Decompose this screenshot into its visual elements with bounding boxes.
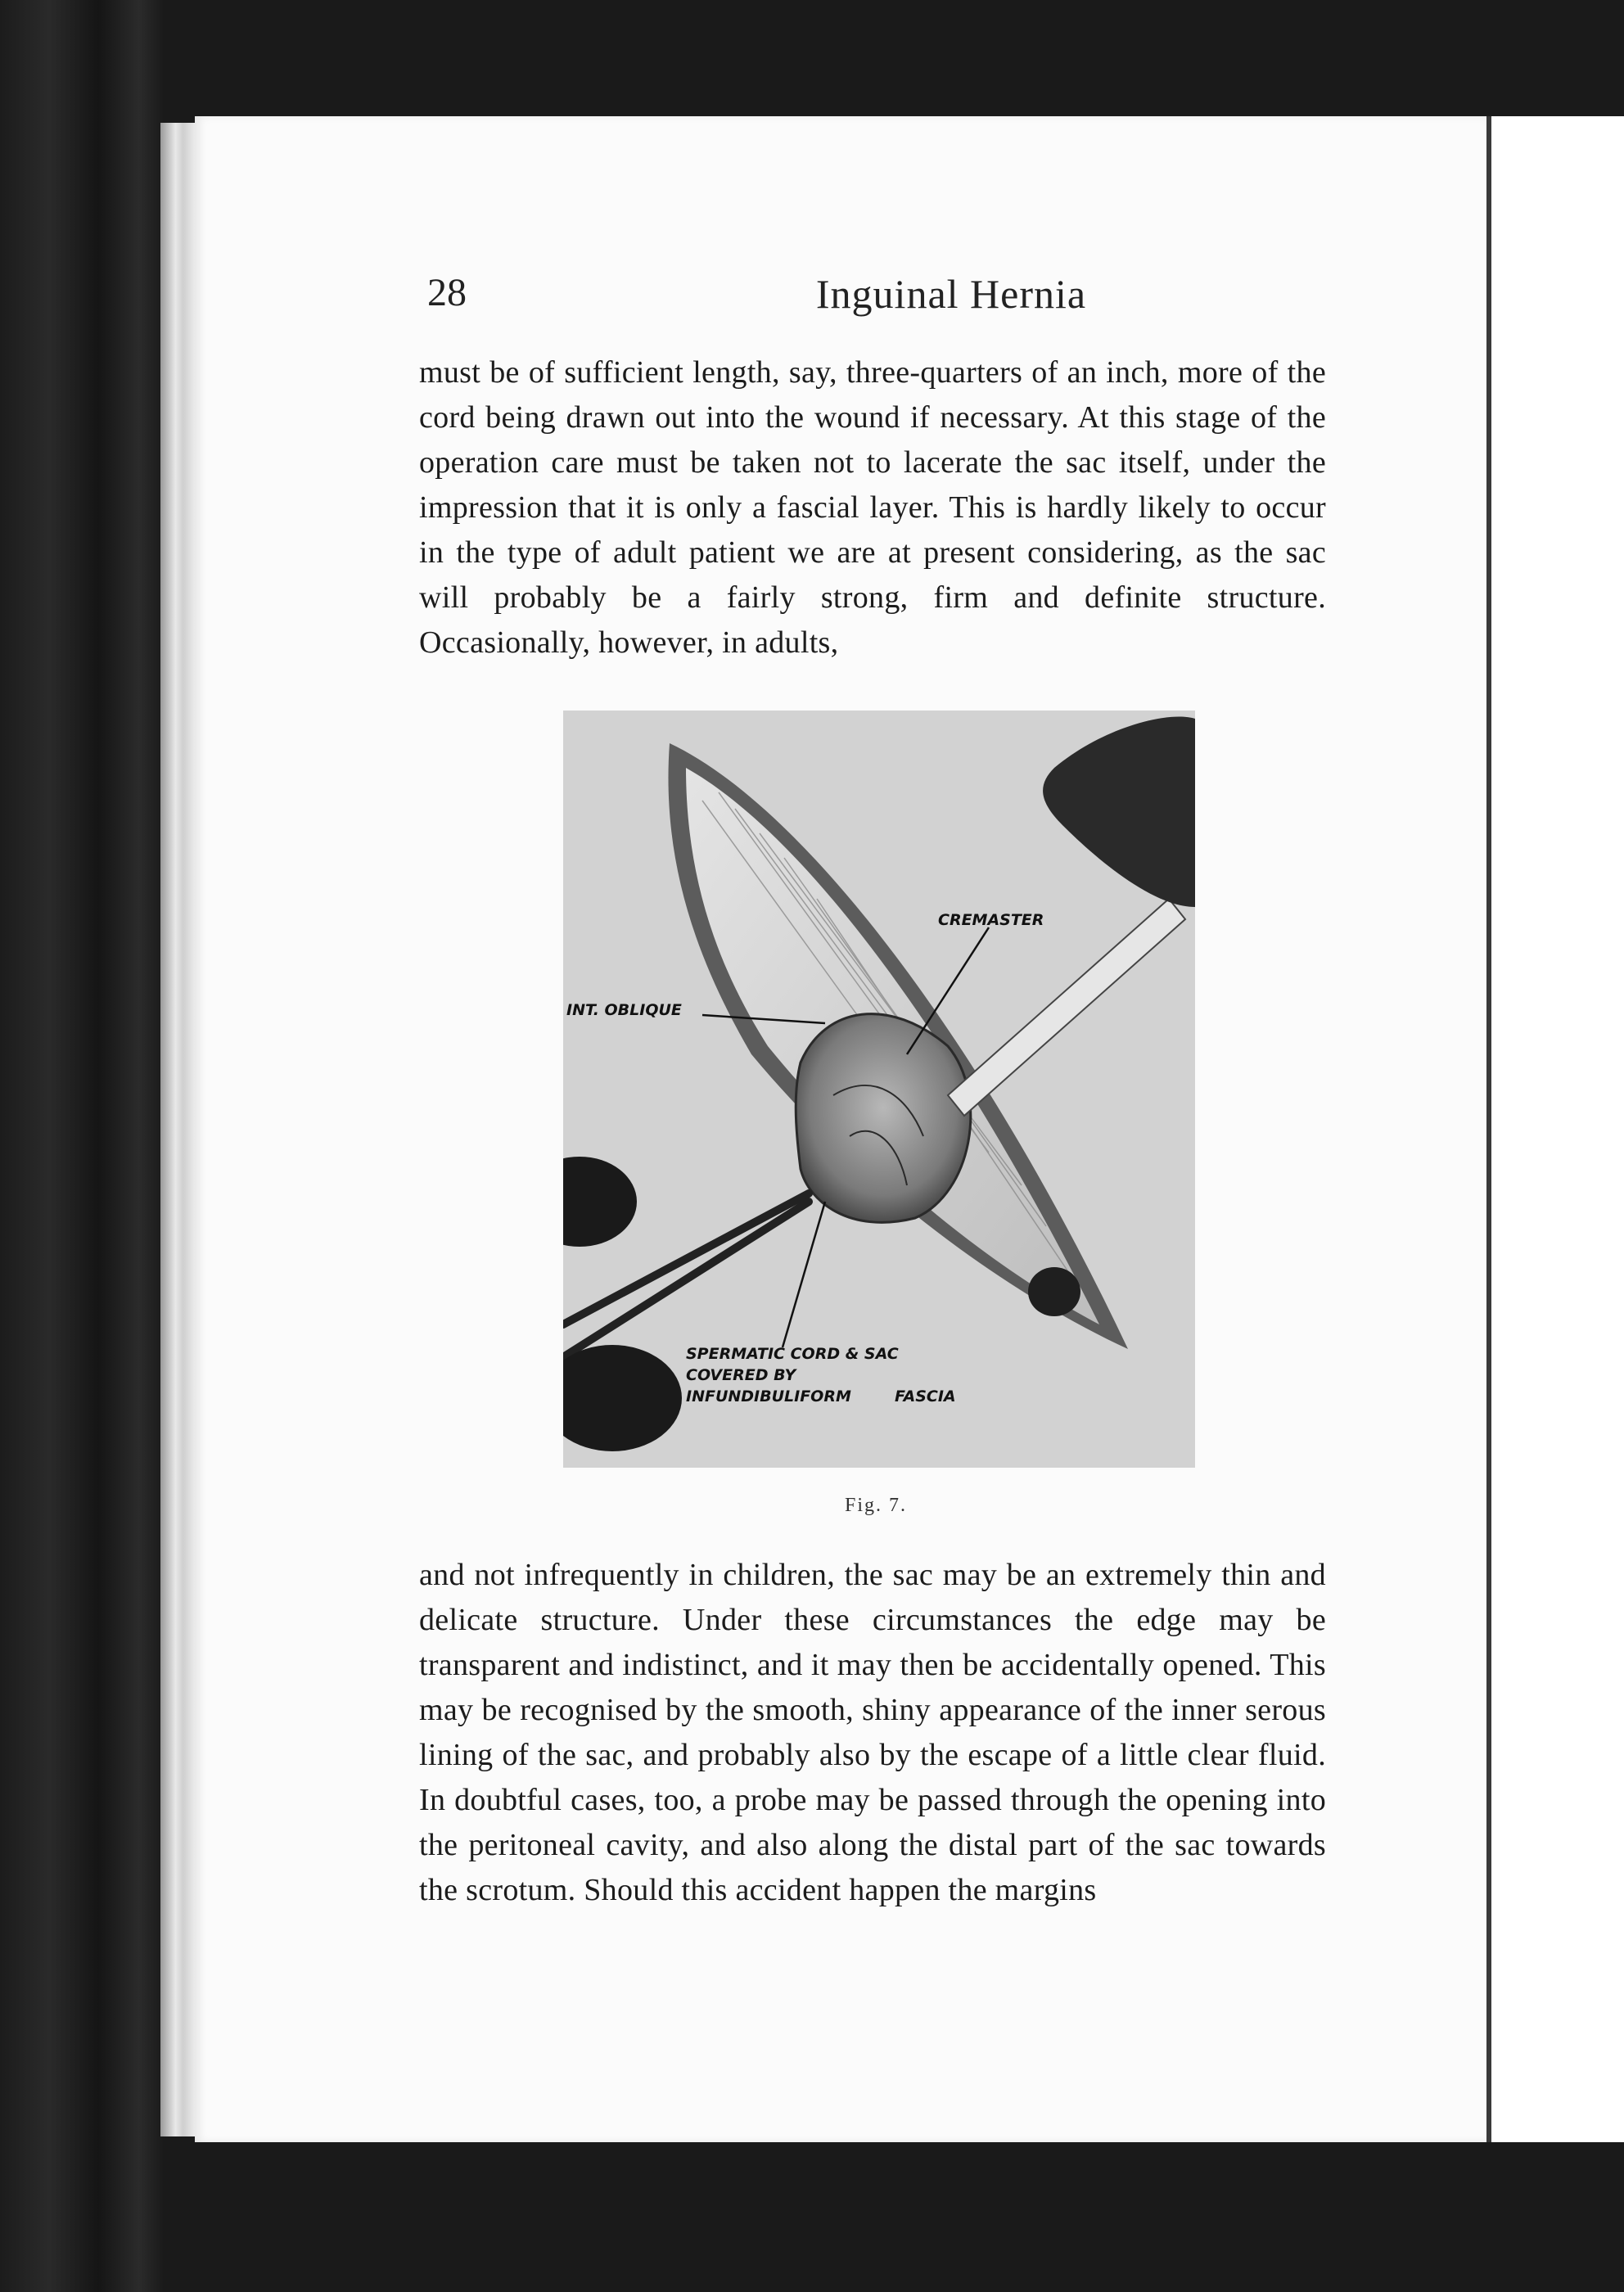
body-paragraph-2: and not infrequently in children, the sac may be an extremely thin and delicate structure. Under these circumstances the edge may be transparent and indistinct, and it may then be accidentally opened. This may be recognised by the smooth, shiny appearance of the inner serous lining of the sac, and probably also by the escape of a little clear fluid. In doubtful cases, too, a probe may be passed through the opening into the peritoneal cavity, and also along the distal part of the sac towards the scrotum. Should this accident happen the margins	[419, 1558, 1326, 1907]
figure-drawing	[563, 711, 1195, 1468]
label-cord-line4: FASCIA	[895, 1387, 956, 1405]
page-number: 28	[427, 271, 467, 314]
label-int-oblique: INT. OBLIQUE	[566, 1001, 682, 1019]
body-paragraph-1: must be of sufficient length, say, three-quarters of an inch, more of the cord being drawn out into the wound if necessary. At this stage of the operation care must be taken not to lacerate the sac itself, under the impression that it is only a fascial layer. This is hardly likely to occur in the type of adult patient we are at present considering, as the sac will probably be a fairly strong, firm and definite structure. Occasionally, however, in adults,	[419, 355, 1326, 660]
facing-page	[1486, 116, 1624, 2142]
surgical-illustration	[563, 711, 1195, 1468]
page-header	[427, 270, 1328, 327]
label-cord-line1: SPERMATIC CORD & SAC	[686, 1345, 899, 1363]
label-cord-line3: INFUNDIBULIFORM	[686, 1387, 851, 1405]
hernial-sac	[796, 1014, 971, 1223]
figure-caption: Fig. 7.	[844, 1495, 907, 1516]
running-title: Inguinal Hernia	[815, 271, 1087, 317]
page-stack-edge	[160, 123, 198, 2136]
label-cord-line2: COVERED BY	[686, 1366, 796, 1384]
label-cremaster: CREMASTER	[938, 911, 1044, 929]
